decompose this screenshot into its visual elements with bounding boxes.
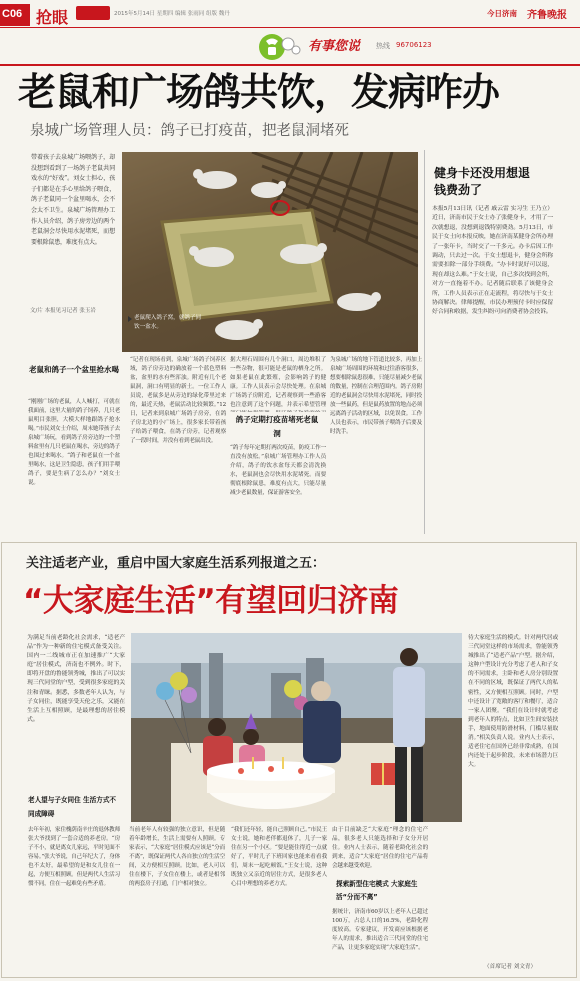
section-badge [76, 6, 110, 20]
hotline-label: 热线 [376, 42, 390, 50]
photo-caption-pin-icon [128, 316, 132, 322]
story1-byline: 文/片 本报见习记者 张玉岩 [30, 308, 96, 314]
story3-col1: 去年年初，家住槐荫南辛庄的退休教师张大爷找到了一套合适的养老房。“房子不小，就是离女儿家远，平时见面不容易。”张大爷说，自己年纪大了，身体也不太好，最希望的是和女儿住在一起，方便互相照顾。但是两代人生活习惯不同，住在一起难免有些矛盾。 [28, 827, 120, 887]
section-name: 抢眼 [36, 8, 69, 27]
story3-sub2: 探索新型住宅模式 大家庭生活“分而不离” [336, 880, 418, 901]
story1-col3-text: 据大理石周围有几个洞口，周边堆积了一些杂物，很可能是老鼠的栖身之所。如果老鼠在此繁殖，会影响鸽子的健康。工作人员表示会尽快处理。在泉城广场鸽子房附近，记者观察到一些游客也注意到了这个问题，并表示希望管理 [230, 357, 326, 408]
story1-sub1-text: “刚刚广场的老鼠，人人喊打，可就在我面前，这里大量的鸽子饲养，几只老鼠明目张胆，大模大样地跟鸽子抢水喝。”市民刘女士介绍，周末她带孩子去泉城广场玩，看到鸽子房旁边的一个塑料盆里有几只老鼠在喝水，旁边的鸽子也围过来喝水。“鸽子和老鼠在一个盆里喝水，这是卫生隐患，孩子们用手喂鸽子，要是生病了怎么办？”刘女士说。 [28, 399, 120, 486]
story2-text: 本报5月13日讯（记者 戚云雷 实习生 王乃立）近日，济南市民于女士办了张健身卡，才用了一次就想退，没想到退钱特别费劲。5月13日，市民于女士向本报反映，她在济南某健身会所办理了一张年卡，当时交了一千多元。办卡后因工作调动，只去过一次。于女士想退卡，健身会所称需要扣除一部分手续费。“办卡时说好可以退，现在却这么难。”于女士说，自己多次找到会所，对方一直拖着不办。记者随后联系了该健身会所，工作人员表示正在走流程，将尽快与于女士协商解决。律师提醒，市民办理预付卡时应保留好合同和收据，发生纠纷可向消费者协会投诉。 [432, 206, 553, 316]
paper-brand-logo: 齐鲁晚报 [527, 10, 567, 21]
story3-byline: （首席记者 刘文青） [484, 964, 537, 970]
story3-sub1: 老人望与子女同住 生活方式不同成障碍 [28, 796, 117, 818]
story3-photo [131, 633, 462, 822]
story1-sub2-title: 鸽子定期打疫苗堵死老鼠洞 [235, 415, 319, 438]
story3-col4b: 据统计，济南市60岁以上老年人已超过100万，占总人口的16.5%，老龄化程度较高。专家建议，开发商应该根据老年人的需求，推出适合三代同堂的住宅产品，让更多家庭实现“大家庭生活”。 [332, 909, 428, 951]
story3-col2: 当前老年人有较强的独立意识，但是随着年龄增长，生活上需要有人照顾。专家表示，“大家庭”居住模式应该是“分而不离”，既保证两代人各自独立的生活空间，又方便相互照顾。比如，老人可以住在楼下，子女住在楼上，或者是相邻的两套房子打通，门户相对独立。 [129, 827, 225, 887]
column-banner [258, 30, 458, 64]
story1-sub1-title: 老鼠和鸽子一个盆里抢水喝 [29, 365, 119, 374]
story1-lead: 带着孩子去泉城广场喂鸽子，却没想到看到了一场鸽子老鼠共同戏水的“好戏”。刘女士担心，孩子们都是在手心里给鸽子喂食，鸽子老鼠同一个盆里喝水，会不会太不卫生。泉城广场管理办工作人员介绍，鸽子房旁边的两个老鼠洞会尽快用水泥堵死，而想要根除鼠患，难度有点大。 [31, 154, 115, 246]
phone-icon [258, 32, 302, 62]
family-party-illustration [131, 633, 462, 822]
story1-headline: 老鼠和广场鸽共饮，发病咋办 [18, 70, 500, 114]
paper-slogan: 今日济南 [487, 9, 517, 18]
story3-lead: 为满足当前老龄化社会需求，“适老产品”作为一种新的住宅模式备受关注。国内一二线城市正在加速推广“大家庭”居住模式，济南也不例外。时下，即将开盘的鲁能领秀城，推出了可以实现三代同堂的户型，受到很多家庭的关注和青睐。据悉，多数老年人认为，与子女同住，既能享受天伦之乐，又能在生活上互相照顾，是最理想的居住模式。 [27, 635, 125, 723]
banner-rule [0, 64, 580, 66]
header-meta: 2015年5月14日 星期四 编辑 张雨同 组版 魏丹 [114, 11, 230, 17]
column-name: 有事您说 [308, 39, 361, 54]
right-column-divider [424, 150, 425, 534]
hotline-number: 96706123 [396, 41, 432, 49]
story1-col2-text: “记者在现场看到，泉城广场鸽子饲养区域，鸽子房旁边的确放着一个蓝色塑料盆，盆里的水有些浑浊。附近有几个老鼠洞，洞口有明显的新土。一位工作人员说，老鼠多是从旁边的绿化带里过来的，最近天热，老鼠活动比较频繁。”12日，记者来到泉城广场鸽子房旁，在鸽子房北边的小广场上，很多家长带着孩子给鸽子喂食，在鸽子房旁，记者观察了一段时间，并没有看到老鼠出没。 [130, 357, 226, 444]
story2-headline: 健身卡还没用想退钱费劲了 [434, 166, 531, 197]
story3-col3: “我们还年轻，能自己照顾自己。”市民王女士说，她和老伴都退休了，儿子一家住在另一个小区。“要是能住得近一点就好了，平时儿子下班回家也能来看看我们，周末一起吃顿饭。”王女士说，这种既独立又亲近的居住方式，是很多老人心目中理想的养老方式。 [231, 827, 327, 887]
story3-kicker: 关注适老产业，重启中国大家庭生活系列报道之五： [26, 556, 326, 571]
story3-headline: “大家庭生活”有望回归济南 [23, 583, 399, 619]
story1-photo-caption: 老鼠爬入鸽子窝，就鸽子同饮一盆水。 [134, 315, 202, 330]
story3-right-col: 待大家庭生活的模式。针对两代居或三代同堂这样的市场需求，鲁能领秀城推出了“适老产品”户型。据介绍，这种户型设计充分考虑了老人和子女的不同需求，主卧和老人房分别设置在不同的区域，既保证了两代人的私密性，又方便相互照顾。同时，户型中还设计了宽敞的客厅和餐厅，适合一家人团聚。“我们在设计时就考虑到老年人的特点，比如卫生间安装扶手，地面使用防滑材料，门槛尽量取消。”相关负责人说。业内人士表示，适老住宅在国外已经非常成熟，在国内还处于起步阶段，未来市场潜力巨大。 [468, 635, 558, 769]
page-number: C06 [2, 8, 23, 20]
story3-col4: 由于目前缺乏“大家庭”理念的住宅产品，很多老人只能选择和子女分开居住。业内人士表示，随着老龄化社会的到来，适合“大家庭”居住的住宅产品将会越来越受欢迎。 [332, 827, 428, 869]
story1-col4-text: 为泉城广场的地下管道比较多，再加上泉城广场周围的环境和过往游客很多，想要根除鼠患很难，只能尽量减少老鼠的数量，控制在合理范围内。鸽子房附近的老鼠洞会尽快用水泥堵死，同时投放一些鼠药，但是鼠药放置的地点必须远离鸽子活动的区域，以免误食。工作人员也表示，市民带孩子喂鸽子后要及时洗手。 [330, 357, 422, 435]
story1-subhead: 泉城广场管理人员：鸽子已打疫苗，把老鼠洞堵死 [30, 123, 349, 139]
story1-sub2-text: “鸽子每年定期打两次疫苗，防疫工作一直没有放松。”泉城广场管理办工作人员介绍，鸽子的饮水盆每天都会清洗换水，老鼠洞也会尽快用水泥堵死。而要彻底根除鼠患，难度有点大，只能尽量减少老鼠数量，保证游客安全。 [230, 445, 326, 496]
page-header [0, 0, 580, 28]
header-rule [0, 27, 580, 28]
